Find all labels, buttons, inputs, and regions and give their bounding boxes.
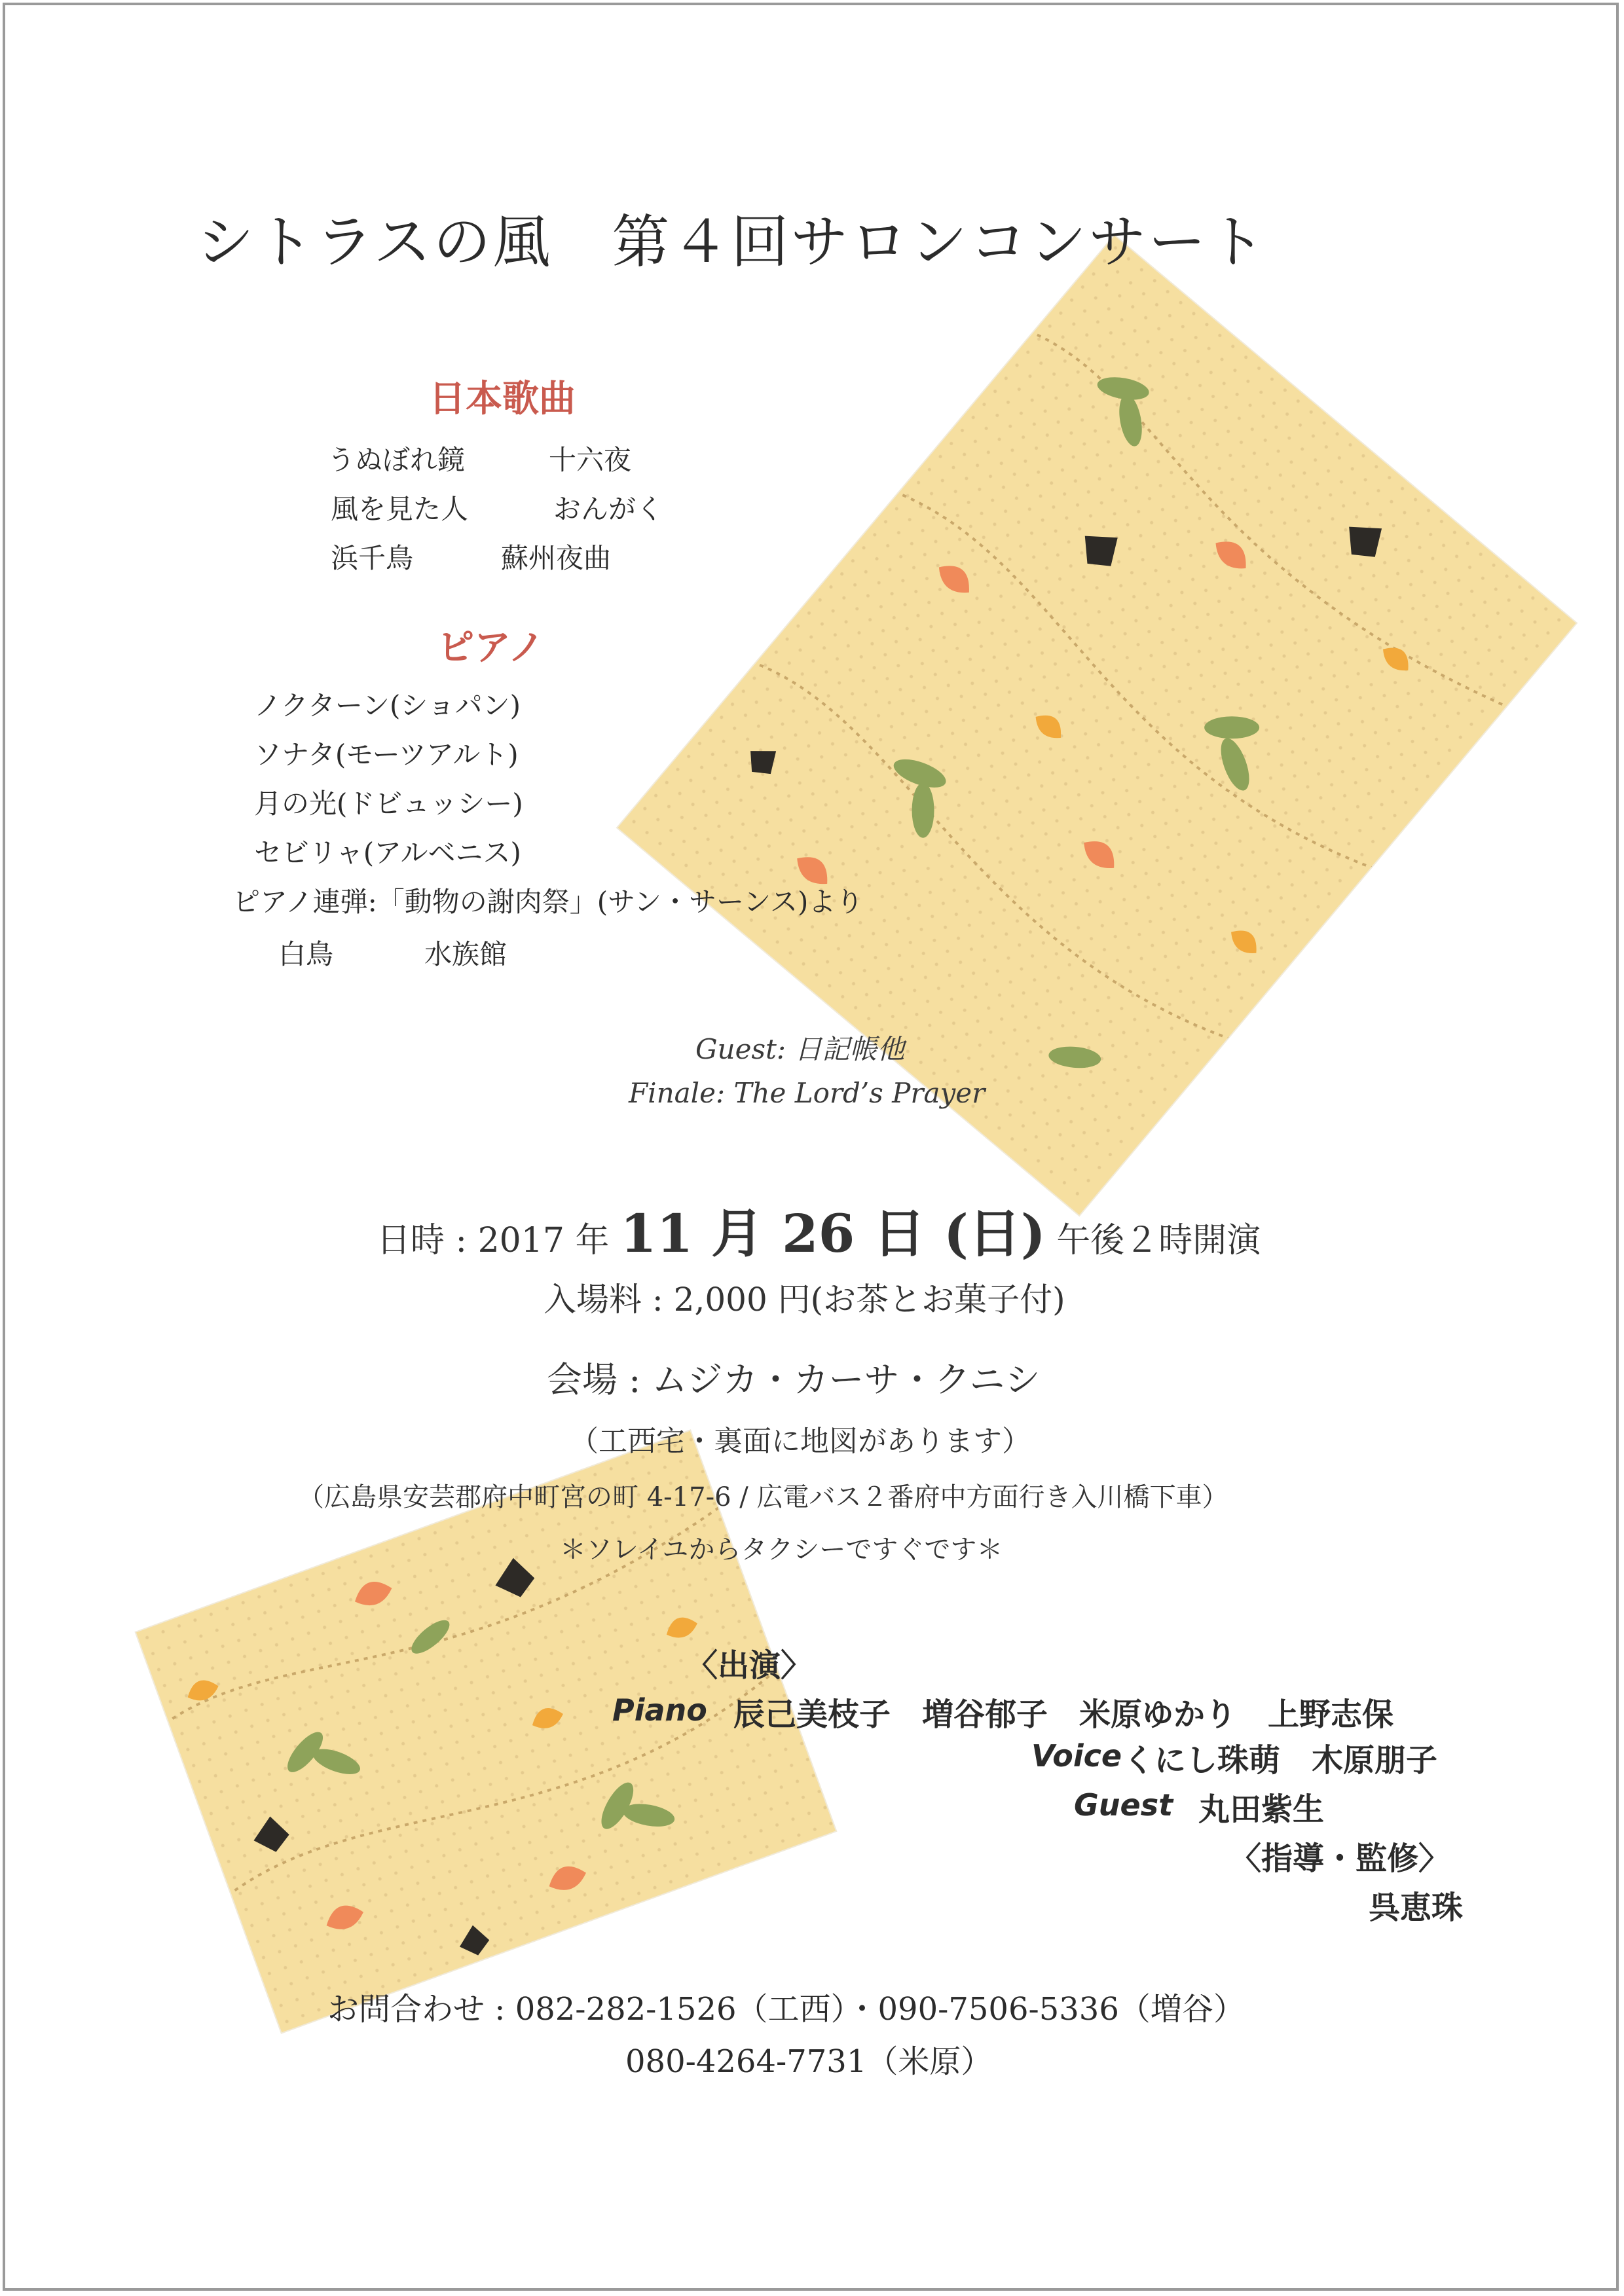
page-border xyxy=(3,3,1619,2291)
contact-line-2: 080-4264-7731（米原） xyxy=(625,2043,993,2080)
voice-performers: くにし珠萌 木原朋子 xyxy=(1123,1742,1438,1779)
japanese-songs-heading: 日本歌曲 xyxy=(429,378,576,420)
role-guest: Guest xyxy=(1074,1787,1173,1823)
admission-fee: 入場料 : 2,000 円(お茶とお菓子付) xyxy=(544,1281,1065,1319)
song-item: 風を見た人 xyxy=(331,493,469,525)
song-item: うぬぼれ鏡 xyxy=(327,444,466,476)
date-prefix: 日時 : 2017 年 xyxy=(377,1221,620,1260)
song-item: 十六夜 xyxy=(549,444,632,476)
role-voice: Voice xyxy=(1031,1738,1122,1774)
piano-item: セビリャ(アルベニス) xyxy=(254,837,521,869)
concert-title: シトラスの風 第４回サロンコンサート xyxy=(196,208,1268,276)
guest-line: Guest: 日記帳他 xyxy=(695,1033,905,1065)
role-piano: Piano xyxy=(612,1692,707,1728)
song-item: 浜千鳥 xyxy=(331,542,414,574)
contact-line-1: お問合わせ : 082-282-1526（工西）・090-7506-5336（増谷） xyxy=(327,1991,1245,2028)
taxi-note: ＊ソレイユからタクシーですぐです＊ xyxy=(560,1535,1003,1565)
venue-address: （広島県安芸郡府中町宮の町 4-17-6 / 広電バス２番府中方面行き入川橋下車） xyxy=(298,1482,1228,1512)
date-weekday: (日) xyxy=(944,1203,1046,1264)
supervision-heading: 〈指導・監修〉 xyxy=(1230,1840,1450,1877)
piano-item: 月の光(ドビュッシー) xyxy=(254,788,523,820)
song-item: 蘇州夜曲 xyxy=(501,542,612,574)
piano-performers: 辰己美枝子 増谷郁子 米原ゆかり 上野志保 xyxy=(733,1696,1394,1733)
piano-item: ソナタ(モーツアルト) xyxy=(254,738,519,771)
piano-heading: ピアノ xyxy=(437,627,545,669)
date-day-unit: 日 xyxy=(855,1203,944,1264)
date-month-unit: 月 xyxy=(693,1203,783,1264)
song-item: おんがく xyxy=(553,493,664,525)
date-month: 11 xyxy=(619,1203,693,1264)
piano-item: 白鳥 xyxy=(278,938,334,970)
supervisor-name: 呉恵珠 xyxy=(1369,1889,1464,1926)
piano-item: ノクターン(ショパン) xyxy=(254,689,521,721)
finale-line: Finale: The Lord’s Prayer xyxy=(629,1077,986,1109)
performers-heading: 〈出演〉 xyxy=(686,1647,813,1684)
guest-performer: 丸田紫生 xyxy=(1198,1791,1325,1828)
date-time: 午後２時開演 xyxy=(1045,1221,1261,1260)
piano-item: ピアノ連弾:「動物の謝肉祭」(サン・サーンス)より xyxy=(232,886,864,918)
concert-date xyxy=(377,1192,1261,1267)
venue-note: （工西宅・裏面に地図があります） xyxy=(570,1425,1031,1458)
venue: 会場 : ムジカ・カーサ・クニシ xyxy=(547,1359,1041,1400)
piano-item: 水族館 xyxy=(424,938,507,970)
date-day: 26 xyxy=(782,1203,855,1264)
